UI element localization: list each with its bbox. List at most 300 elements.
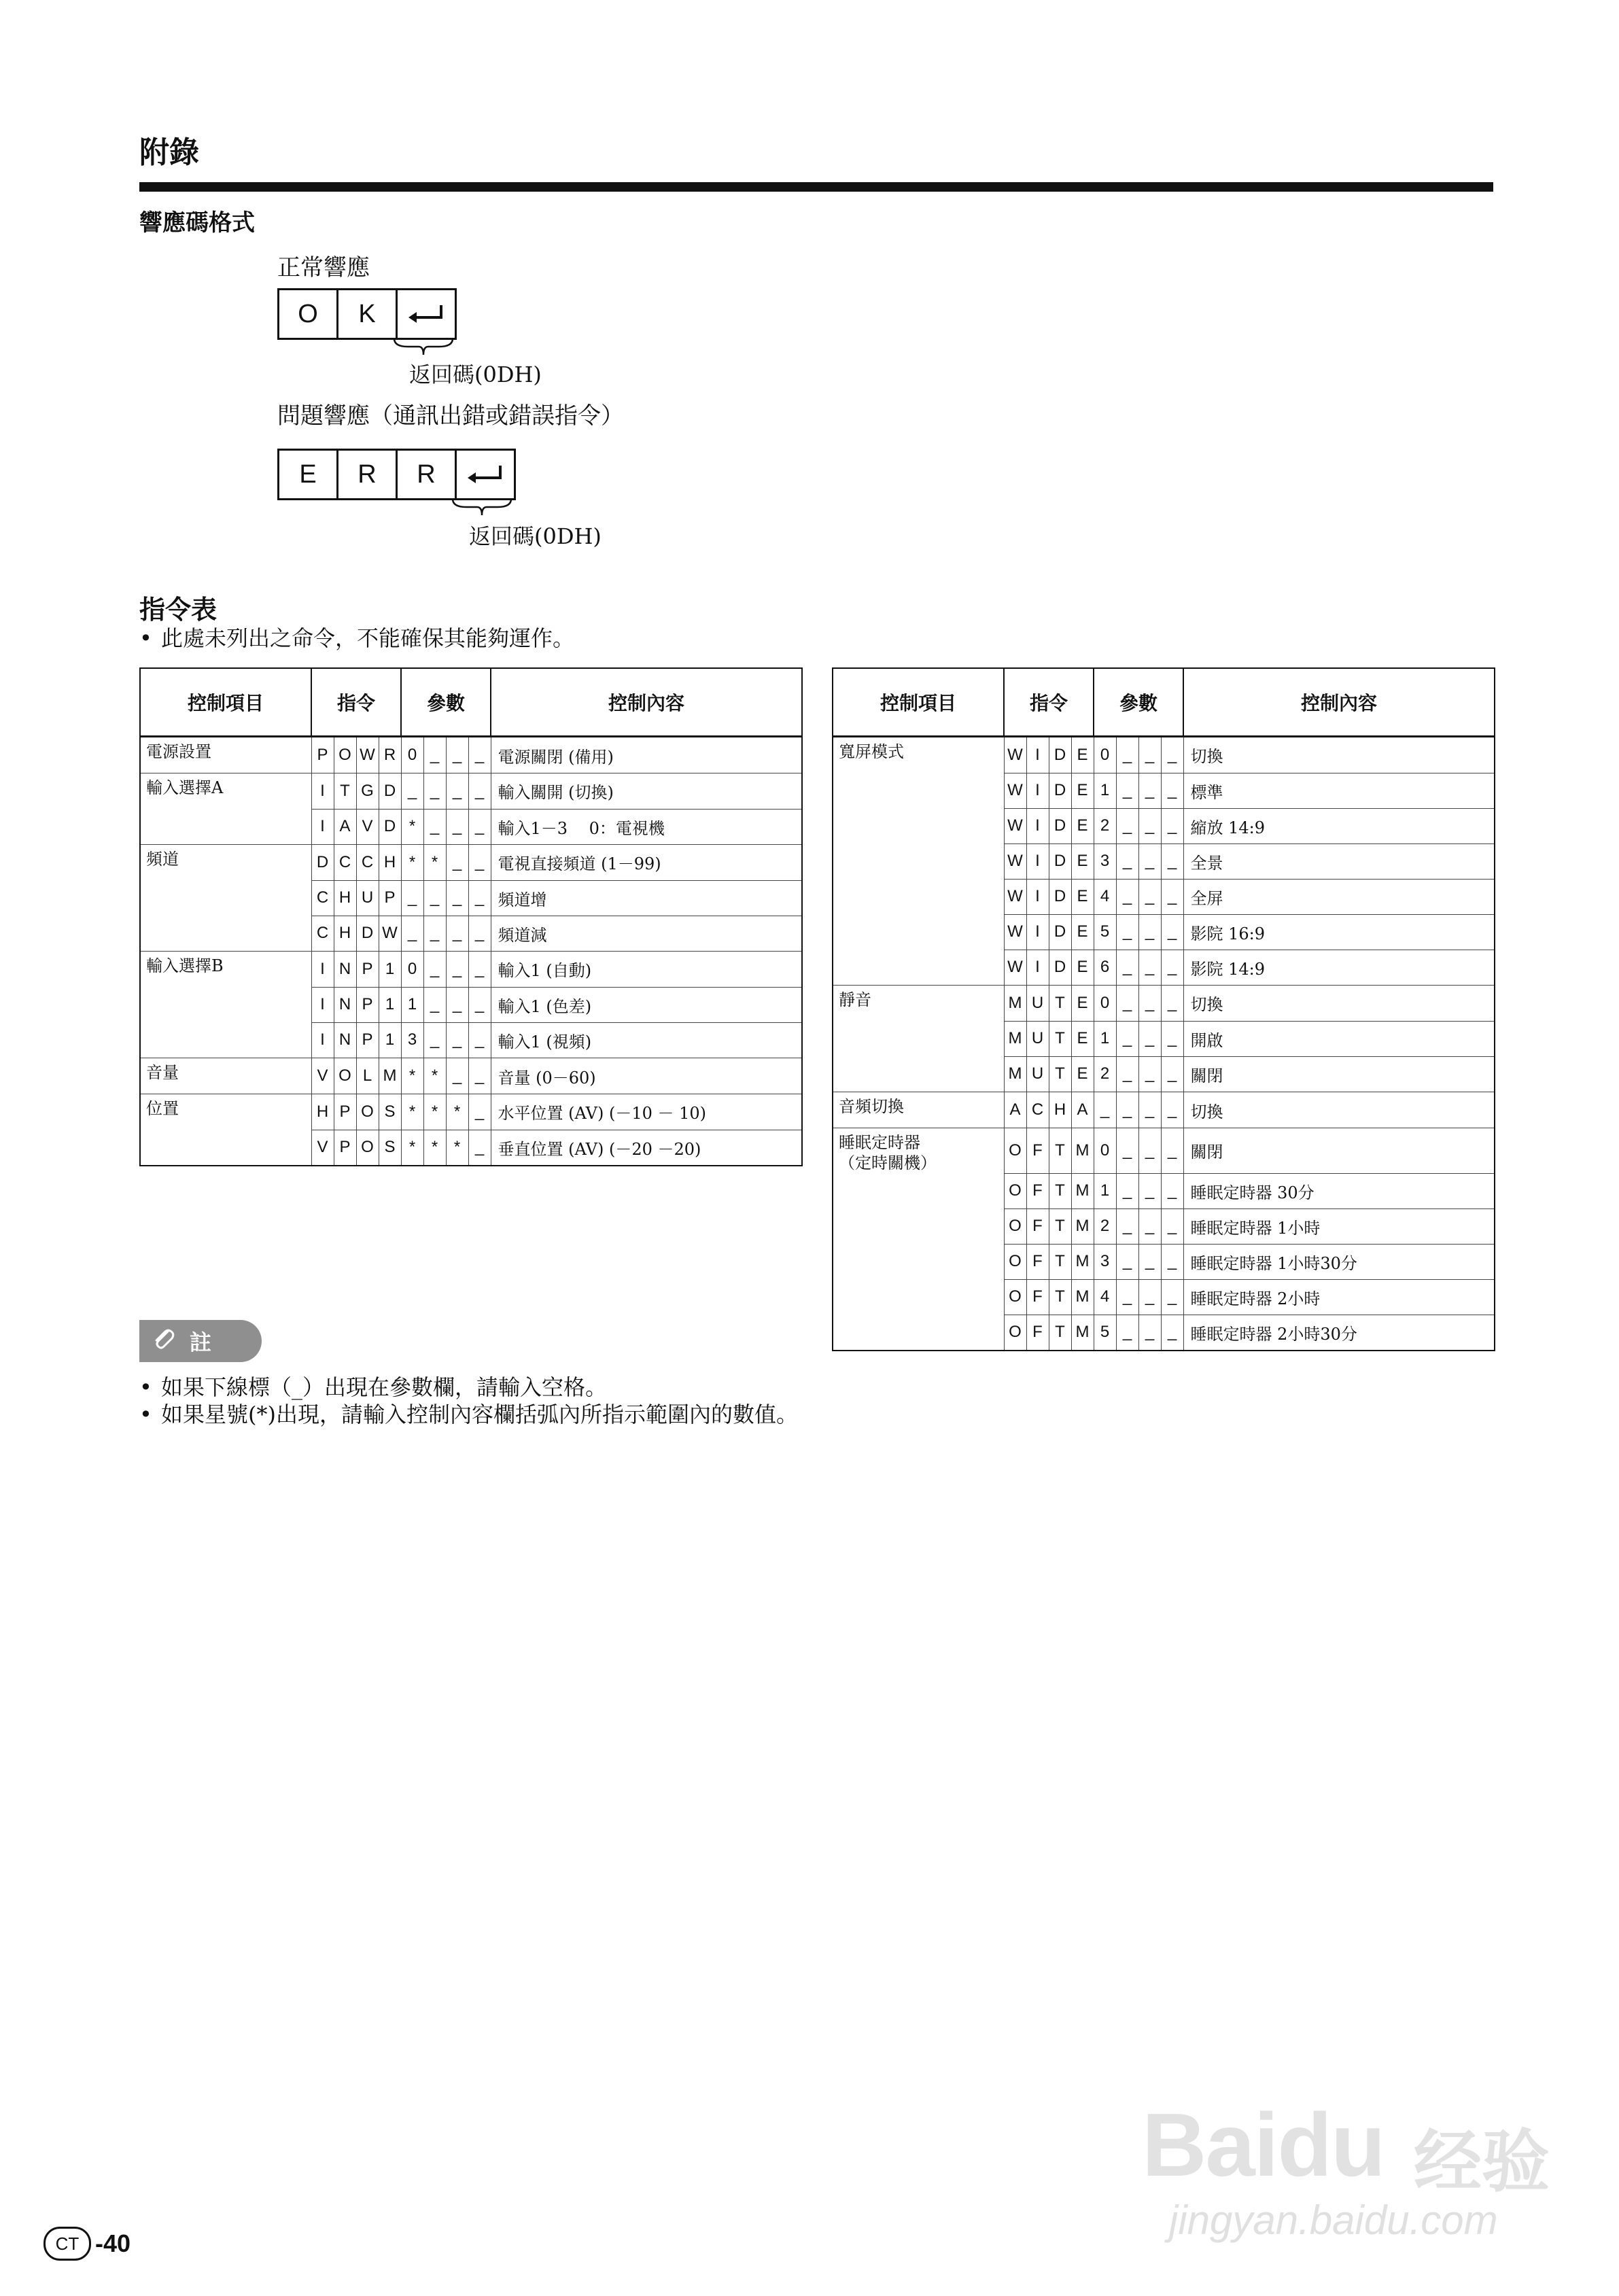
control-content-cell: 輸入1 (色差) [491,987,802,1022]
parameter-char-cell: _ [1116,1315,1138,1351]
command-char-cell: I [1026,808,1049,843]
parameter-char-cell: 5 [1094,1315,1116,1351]
parameter-char-cell: _ [468,1130,491,1166]
control-content-cell: 輸入1 (視頻) [491,1022,802,1058]
command-char-cell: D [1049,773,1071,808]
command-char-cell: O [1004,1279,1026,1315]
parameter-char-cell: _ [1161,986,1183,1022]
parameter-char-cell: _ [468,845,491,881]
parameter-char-cell: _ [1161,1021,1183,1056]
control-item-cell [833,1173,1004,1208]
command-char-cell: P [356,1022,379,1058]
control-item-cell [140,987,311,1022]
parameter-char-cell: _ [1116,1021,1138,1056]
control-item-cell [833,773,1004,808]
command-char-cell: W [1004,879,1026,914]
command-char-cell: O [1004,1128,1026,1174]
parameter-char-cell: _ [468,809,491,845]
parameter-char-cell: _ [1138,1208,1161,1244]
parameter-char-cell: _ [468,1022,491,1058]
control-item-cell [833,950,1004,986]
command-char-cell: I [311,773,334,810]
control-content-cell: 頻道減 [491,916,802,952]
command-char-cell: A [334,809,356,845]
control-content-cell: 睡眠定時器 2小時 [1183,1279,1495,1315]
paperclip-icon [150,1326,177,1356]
parameter-char-cell: _ [1094,1092,1116,1128]
command-char-cell: P [356,952,379,988]
parameter-char-cell: _ [1116,1279,1138,1315]
control-item-cell [833,914,1004,950]
parameter-char-cell: _ [468,1094,491,1130]
parameter-char-cell: 5 [1094,914,1116,950]
header-command: 指令 [1004,668,1094,737]
brace-icon [451,498,512,518]
parameter-char-cell: _ [423,987,446,1022]
region-badge: CT [43,2227,91,2261]
header-control-content: 控制內容 [1183,668,1495,737]
header-parameter: 參數 [401,668,491,737]
watermark-brand: Baidu [1142,2095,1385,2195]
command-char-cell: E [1071,950,1094,986]
command-char-cell: W [1004,843,1026,879]
command-char-cell: M [1071,1208,1094,1244]
normal-response-label: 正常響應 [277,254,370,281]
command-char-cell: M [1071,1128,1094,1174]
parameter-char-cell: * [446,1094,468,1130]
return-code-label: 返回碼(0DH) [409,362,542,387]
parameter-char-cell: _ [423,880,446,916]
header-parameter: 參數 [1094,668,1183,737]
control-content-cell: 縮放 14:9 [1183,808,1495,843]
command-char-cell: D [379,773,401,810]
parameter-char-cell: _ [401,773,423,810]
parameter-char-cell: _ [1138,1173,1161,1208]
command-char-cell: C [311,916,334,952]
command-char-cell: F [1026,1128,1049,1174]
command-char-cell: 1 [379,987,401,1022]
command-char-cell: 1 [379,1022,401,1058]
command-char-cell: P [311,737,334,773]
command-char-cell: W [1004,808,1026,843]
command-char-cell: I [1026,914,1049,950]
command-char-cell: U [1026,1056,1049,1092]
parameter-char-cell: _ [423,1022,446,1058]
command-char-cell: F [1026,1244,1049,1279]
command-char-cell: O [356,1130,379,1166]
command-char-cell: R [379,737,401,773]
control-content-cell: 開啟 [1183,1021,1495,1056]
control-item-cell: 位置 [140,1094,311,1130]
parameter-char-cell: _ [1138,914,1161,950]
table-row [140,952,802,988]
control-content-cell: 音量 (0－60) [491,1058,802,1094]
command-char-cell: T [1049,986,1071,1022]
command-char-cell: C [311,880,334,916]
command-char-cell: V [311,1130,334,1166]
parameter-char-cell: _ [1138,879,1161,914]
command-char-cell: O [1004,1208,1026,1244]
parameter-char-cell: _ [1116,1244,1138,1279]
command-table-note: • 此處未列出之命令，不能確保其能夠運作。 [139,621,574,653]
command-char-cell: D [1049,879,1071,914]
title-rule [139,182,1493,192]
command-char-cell: F [1026,1315,1049,1351]
command-char-cell: H [379,845,401,881]
command-char-cell: V [311,1058,334,1094]
parameter-char-cell: _ [1161,808,1183,843]
parameter-char-cell: * [401,1058,423,1094]
parameter-char-cell: _ [468,987,491,1022]
parameter-char-cell: _ [423,773,446,810]
control-content-cell: 輸入1－3 0：電視機 [491,809,802,845]
error-response-label: 問題響應（通訊出錯或錯誤指令） [277,402,624,430]
parameter-char-cell: _ [446,845,468,881]
return-code-label: 返回碼(0DH) [469,523,602,549]
table-row [833,986,1495,1022]
command-char-cell: D [1049,737,1071,773]
command-char-cell: I [311,987,334,1022]
table-row [833,1173,1495,1208]
command-char-cell: W [356,737,379,773]
command-char-cell: D [1049,914,1071,950]
watermark-brand-cn: 经验 [1414,2122,1550,2202]
parameter-char-cell: _ [468,773,491,810]
parameter-char-cell: 4 [1094,879,1116,914]
parameter-char-cell: _ [446,1022,468,1058]
control-item-cell [140,916,311,952]
parameter-char-cell: * [401,809,423,845]
parameter-char-cell: _ [1138,1056,1161,1092]
note-label: 註 [190,1329,212,1355]
table-row [833,843,1495,879]
parameter-char-cell: _ [1138,737,1161,773]
parameter-char-cell: _ [1161,1056,1183,1092]
command-char-cell: I [1026,737,1049,773]
command-char-cell: E [1071,773,1094,808]
header-control-item: 控制項目 [140,668,311,737]
command-char-cell: P [356,987,379,1022]
command-char-cell: E [1071,879,1094,914]
parameter-char-cell: _ [468,737,491,773]
parameter-char-cell: _ [1116,808,1138,843]
parameter-char-cell: _ [1161,737,1183,773]
table-row [833,773,1495,808]
control-item-cell [833,808,1004,843]
parameter-char-cell: _ [401,916,423,952]
command-char-cell: M [1071,1244,1094,1279]
parameter-char-cell: _ [1116,1173,1138,1208]
parameter-char-cell: _ [1138,1092,1161,1128]
table-row [140,1094,802,1130]
control-item-cell [833,879,1004,914]
code-char: R [398,451,457,498]
parameter-char-cell: _ [1116,1056,1138,1092]
code-char: O [279,290,338,338]
parameter-char-cell: _ [468,952,491,988]
parameter-char-cell: _ [423,737,446,773]
note-item: • 如果星號(*)出現，請輸入控制內容欄括弧內所指示範圍內的數值。 [139,1397,798,1429]
parameter-char-cell: _ [423,952,446,988]
header-command: 指令 [311,668,401,737]
header-control-content: 控制內容 [491,668,802,737]
command-char-cell: O [1004,1244,1026,1279]
parameter-char-cell: _ [1161,1279,1183,1315]
control-content-cell: 電源關閉 (備用) [491,737,802,773]
command-char-cell: D [1049,843,1071,879]
command-char-cell: O [334,1058,356,1094]
command-char-cell: U [1026,1021,1049,1056]
control-item-cell [833,843,1004,879]
parameter-char-cell: _ [446,987,468,1022]
command-char-cell: I [311,809,334,845]
parameter-char-cell: _ [1138,986,1161,1022]
command-char-cell: I [311,952,334,988]
parameter-char-cell: _ [1161,1244,1183,1279]
parameter-char-cell: _ [1138,1244,1161,1279]
command-char-cell: 1 [379,952,401,988]
command-char-cell: H [1049,1092,1071,1128]
command-char-cell: P [334,1094,356,1130]
control-content-cell: 影院 14:9 [1183,950,1495,986]
page-number-text: -40 [95,2229,131,2257]
response-format-heading: 響應碼格式 [139,209,255,237]
parameter-char-cell: _ [1138,773,1161,808]
parameter-char-cell: _ [1161,843,1183,879]
control-item-cell: 睡眠定時器 （定時關機） [833,1128,1004,1174]
table-row [833,950,1495,986]
command-char-cell: F [1026,1173,1049,1208]
control-content-cell: 頻道增 [491,880,802,916]
parameter-char-cell: _ [468,1058,491,1094]
command-char-cell: O [356,1094,379,1130]
baidu-watermark [1142,2053,1563,2250]
command-char-cell: N [334,1022,356,1058]
control-item-cell: 音頻切換 [833,1092,1004,1128]
command-char-cell: E [1071,986,1094,1022]
parameter-char-cell: 0 [1094,986,1116,1022]
parameter-char-cell: _ [446,916,468,952]
parameter-char-cell: _ [1161,879,1183,914]
command-char-cell: U [356,880,379,916]
table-row [140,773,802,810]
table-row [140,916,802,952]
command-char-cell: M [1004,986,1026,1022]
parameter-char-cell: _ [1116,843,1138,879]
parameter-char-cell: _ [1161,950,1183,986]
command-char-cell: D [311,845,334,881]
parameter-char-cell: 4 [1094,1279,1116,1315]
parameter-char-cell: _ [1138,1315,1161,1351]
parameter-char-cell: 0 [401,737,423,773]
command-char-cell: M [1004,1021,1026,1056]
command-table-right [832,667,1495,1351]
parameter-char-cell: _ [1138,1279,1161,1315]
command-char-cell: T [1049,1021,1071,1056]
command-char-cell: H [311,1094,334,1130]
control-content-cell: 水平位置 (AV) (－10 － 10) [491,1094,802,1130]
page-title: 附錄 [139,135,199,170]
parameter-char-cell: 0 [401,952,423,988]
parameter-char-cell: _ [1116,986,1138,1022]
command-char-cell: W [1004,773,1026,808]
command-char-cell: M [1004,1056,1026,1092]
note-badge [139,1320,262,1362]
parameter-char-cell: _ [1116,773,1138,808]
table-row [833,879,1495,914]
command-char-cell: U [1026,986,1049,1022]
control-content-cell: 切換 [1183,737,1495,773]
parameter-char-cell: _ [446,773,468,810]
control-content-cell: 垂直位置 (AV) (－20 －20) [491,1130,802,1166]
table-row [833,737,1495,773]
control-content-cell: 睡眠定時器 30分 [1183,1173,1495,1208]
parameter-char-cell: 3 [401,1022,423,1058]
parameter-char-cell: _ [468,916,491,952]
return-arrow-icon [398,290,455,338]
command-char-cell: T [1049,1315,1071,1351]
parameter-char-cell: _ [1116,950,1138,986]
parameter-char-cell: _ [446,809,468,845]
table-row [140,987,802,1022]
command-char-cell: E [1071,843,1094,879]
table-row [833,808,1495,843]
code-char: K [338,290,398,338]
command-char-cell: W [1004,914,1026,950]
table-row [833,1279,1495,1315]
parameter-char-cell: _ [423,916,446,952]
command-char-cell: H [334,880,356,916]
table-row [140,1058,802,1094]
control-content-cell: 影院 16:9 [1183,914,1495,950]
brace-icon [393,337,454,358]
command-char-cell: D [1049,950,1071,986]
command-char-cell: P [334,1130,356,1166]
control-content-cell: 輸入關開 (切換) [491,773,802,810]
parameter-char-cell: _ [1161,1128,1183,1174]
parameter-char-cell: _ [1116,1128,1138,1174]
command-char-cell: T [1049,1279,1071,1315]
table-row [833,914,1495,950]
parameter-char-cell: _ [1161,1208,1183,1244]
command-char-cell: I [311,1022,334,1058]
command-char-cell: M [379,1058,401,1094]
parameter-char-cell: * [446,1130,468,1166]
control-content-cell: 全景 [1183,843,1495,879]
command-char-cell: T [1049,1244,1071,1279]
control-item-cell [140,880,311,916]
control-item-cell: 音量 [140,1058,311,1094]
table-row [833,1021,1495,1056]
control-item-cell [833,1208,1004,1244]
control-item-cell: 電源設置 [140,737,311,773]
parameter-char-cell: _ [446,1058,468,1094]
error-response-code [277,449,516,500]
command-table-left [139,667,803,1166]
table-row [833,1092,1495,1128]
parameter-char-cell: _ [1161,1315,1183,1351]
command-char-cell: E [1071,1056,1094,1092]
table-row [833,1244,1495,1279]
command-char-cell: A [1071,1092,1094,1128]
control-item-cell [833,1021,1004,1056]
parameter-char-cell: _ [1116,1092,1138,1128]
parameter-char-cell: 6 [1094,950,1116,986]
parameter-char-cell: _ [401,880,423,916]
parameter-char-cell: _ [1116,879,1138,914]
command-char-cell: G [356,773,379,810]
parameter-char-cell: 1 [401,987,423,1022]
parameter-char-cell: * [401,1130,423,1166]
command-char-cell: A [1004,1092,1026,1128]
control-content-cell: 輸入1 (自動) [491,952,802,988]
control-content-cell: 睡眠定時器 2小時30分 [1183,1315,1495,1351]
table-row [833,1208,1495,1244]
parameter-char-cell: _ [1116,737,1138,773]
control-item-cell [140,1130,311,1166]
control-content-cell: 關閉 [1183,1128,1495,1174]
parameter-char-cell: 2 [1094,808,1116,843]
control-item-cell [140,1022,311,1058]
command-char-cell: W [379,916,401,952]
table-row [833,1315,1495,1351]
control-content-cell: 睡眠定時器 1小時 [1183,1208,1495,1244]
command-char-cell: P [379,880,401,916]
command-char-cell: V [356,809,379,845]
parameter-char-cell: _ [446,737,468,773]
command-char-cell: N [334,952,356,988]
command-char-cell: M [1071,1173,1094,1208]
command-char-cell: O [1004,1173,1026,1208]
table-row [833,1128,1495,1174]
parameter-char-cell: _ [446,880,468,916]
command-char-cell: T [1049,1173,1071,1208]
command-char-cell: L [356,1058,379,1094]
parameter-char-cell: _ [1161,773,1183,808]
parameter-char-cell: _ [1138,1128,1161,1174]
command-char-cell: N [334,987,356,1022]
parameter-char-cell: 1 [1094,773,1116,808]
parameter-char-cell: _ [1161,1092,1183,1128]
parameter-char-cell: * [401,1094,423,1130]
command-char-cell: I [1026,773,1049,808]
control-content-cell: 電視直接頻道 (1－99) [491,845,802,881]
command-char-cell: S [379,1130,401,1166]
normal-response-code [277,288,457,340]
parameter-char-cell: _ [1138,950,1161,986]
code-char: R [338,451,398,498]
command-char-cell: M [1071,1279,1094,1315]
command-char-cell: C [1026,1092,1049,1128]
table-row [140,845,802,881]
control-item-cell [833,1244,1004,1279]
parameter-char-cell: * [423,1130,446,1166]
parameter-char-cell: _ [1138,843,1161,879]
parameter-char-cell: 1 [1094,1021,1116,1056]
command-char-cell: O [1004,1315,1026,1351]
command-char-cell: E [1071,808,1094,843]
parameter-char-cell: 2 [1094,1056,1116,1092]
command-char-cell: H [334,916,356,952]
command-char-cell: E [1071,737,1094,773]
parameter-char-cell: * [423,1058,446,1094]
table-row [140,880,802,916]
command-char-cell: S [379,1094,401,1130]
parameter-char-cell: 0 [1094,737,1116,773]
command-table-heading: 指令表 [139,595,217,625]
command-char-cell: C [356,845,379,881]
control-item-cell [833,1315,1004,1351]
